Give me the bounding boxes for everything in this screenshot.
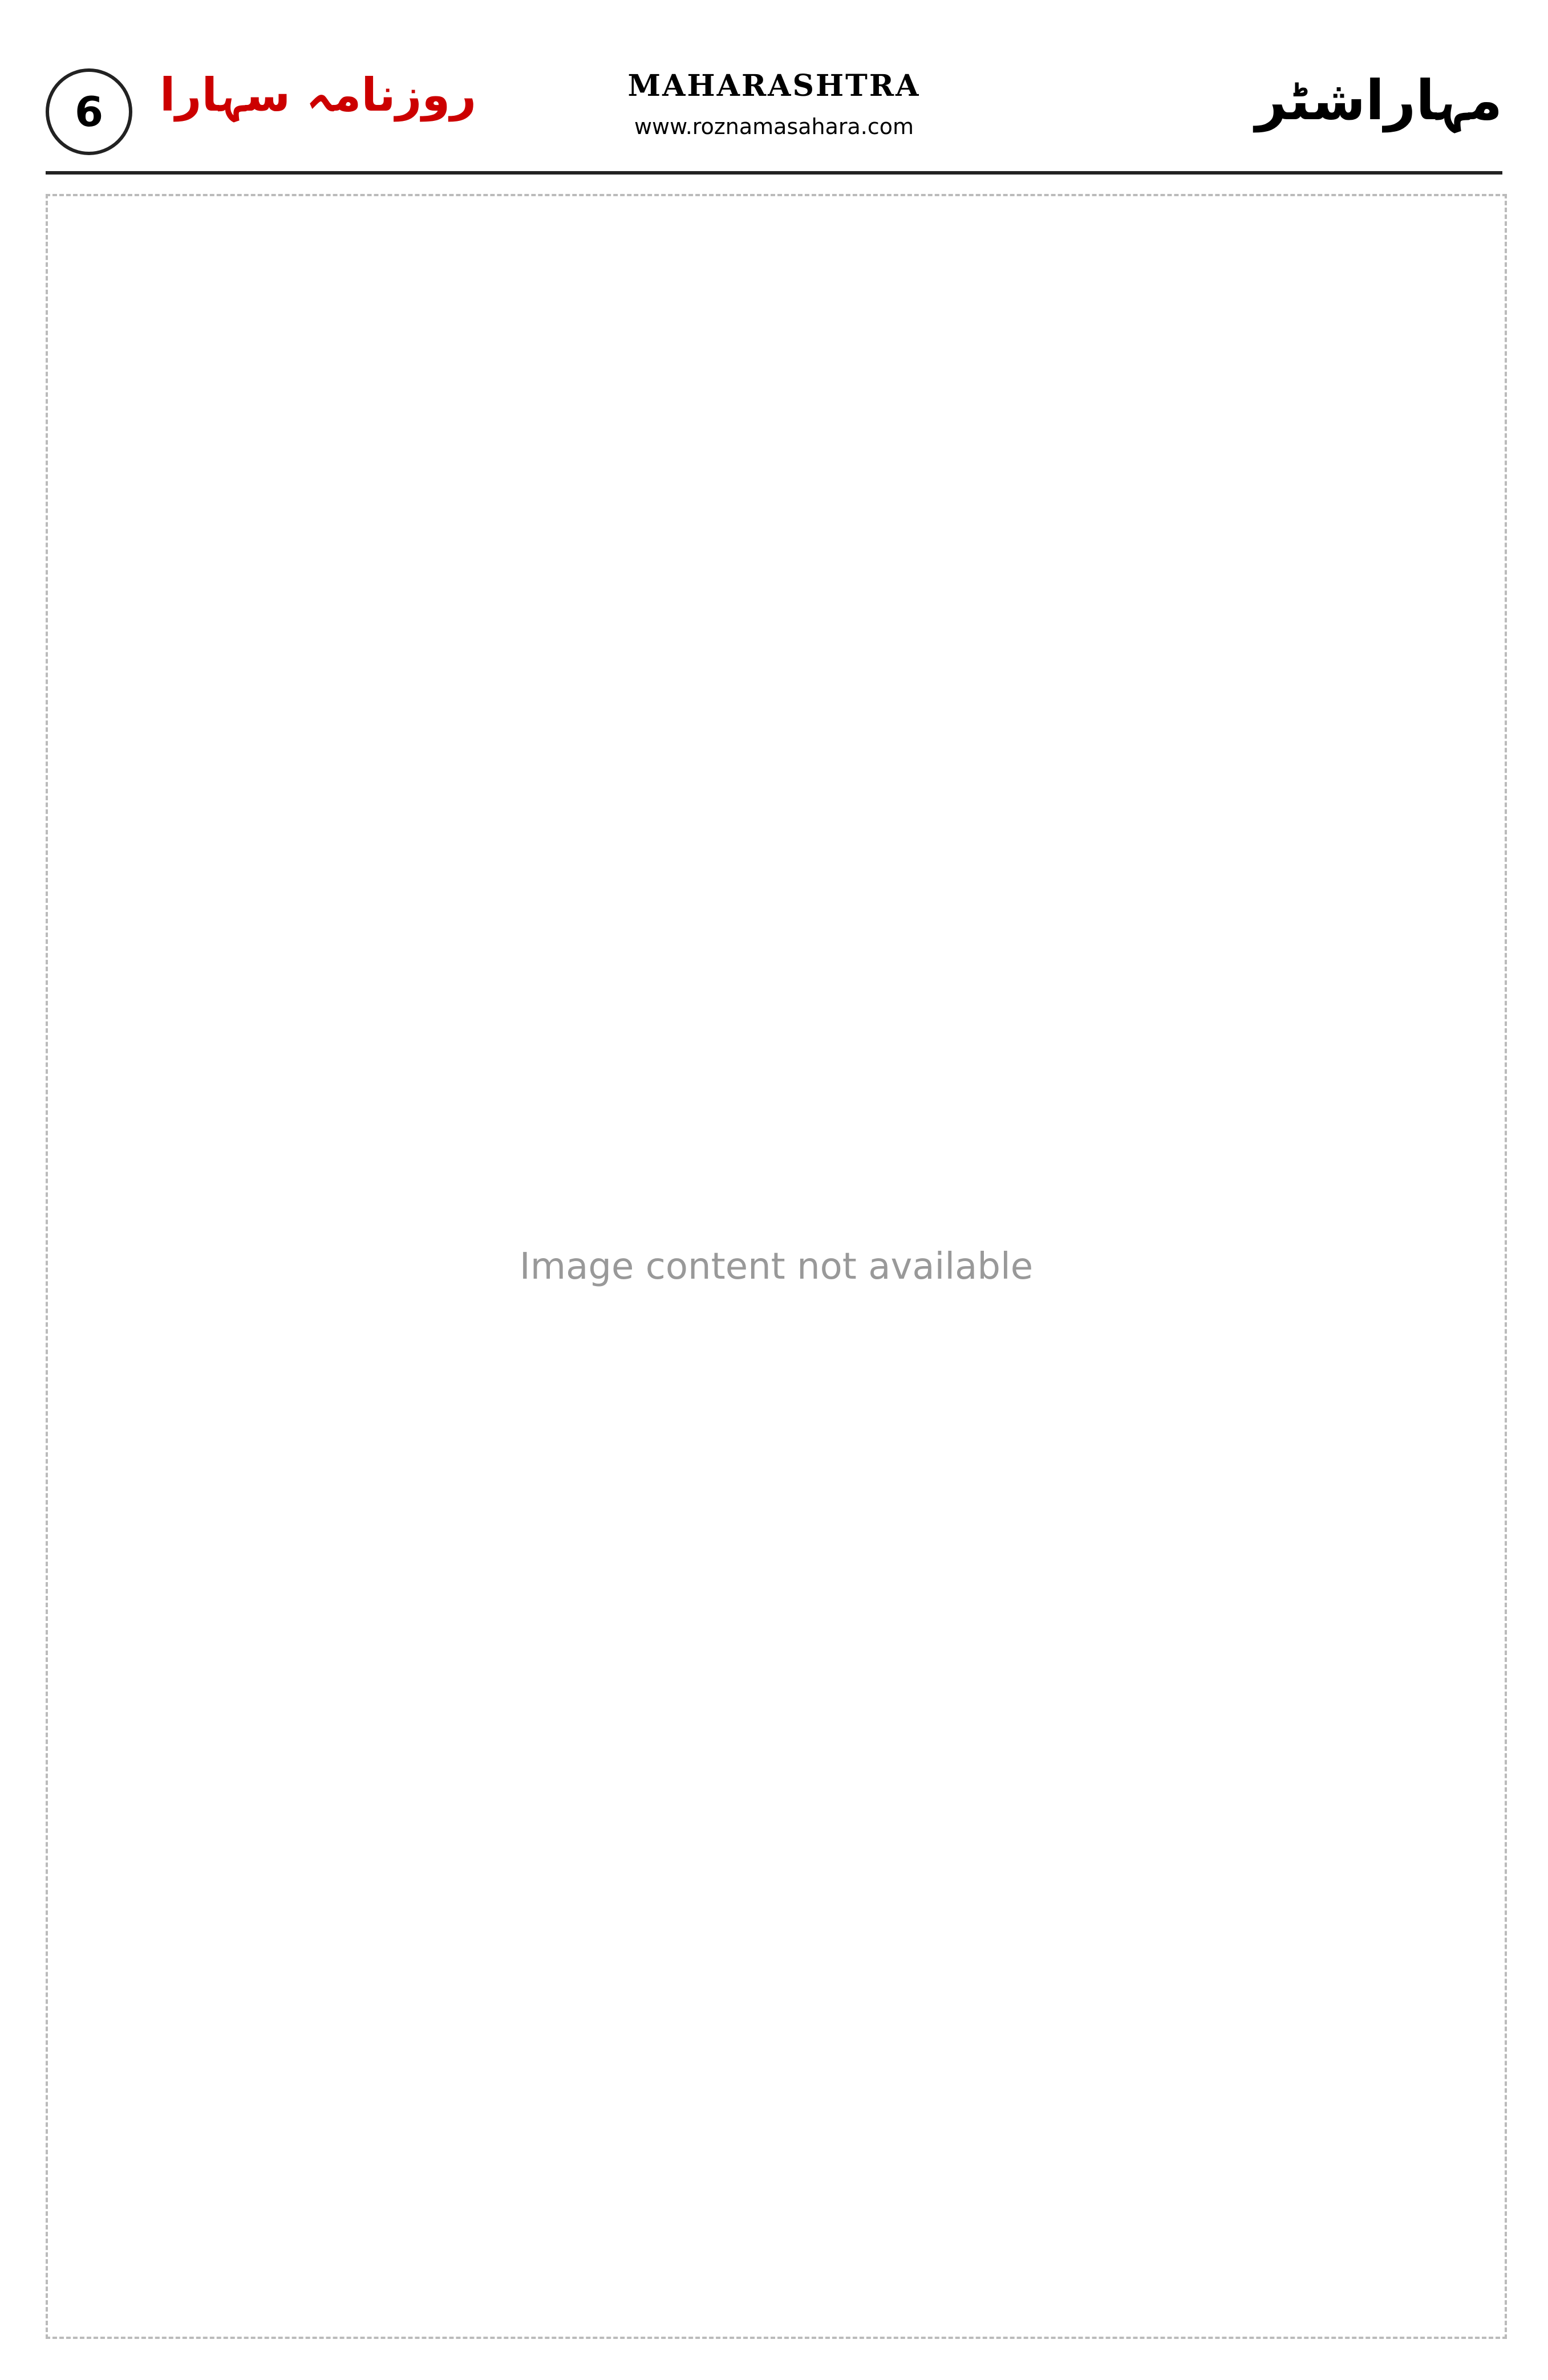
site-url[interactable]: www.roznamasahara.com — [634, 114, 914, 139]
content-placeholder: Image content not available — [46, 194, 1507, 2339]
masthead — [46, 46, 1502, 175]
section-title-en: MAHARASHTRA — [627, 68, 921, 103]
page-number: 6 — [46, 68, 132, 155]
brand-logo: روزنامہ سہارا — [160, 68, 477, 121]
section-title-ur: مہاراشٹر — [1255, 68, 1502, 132]
